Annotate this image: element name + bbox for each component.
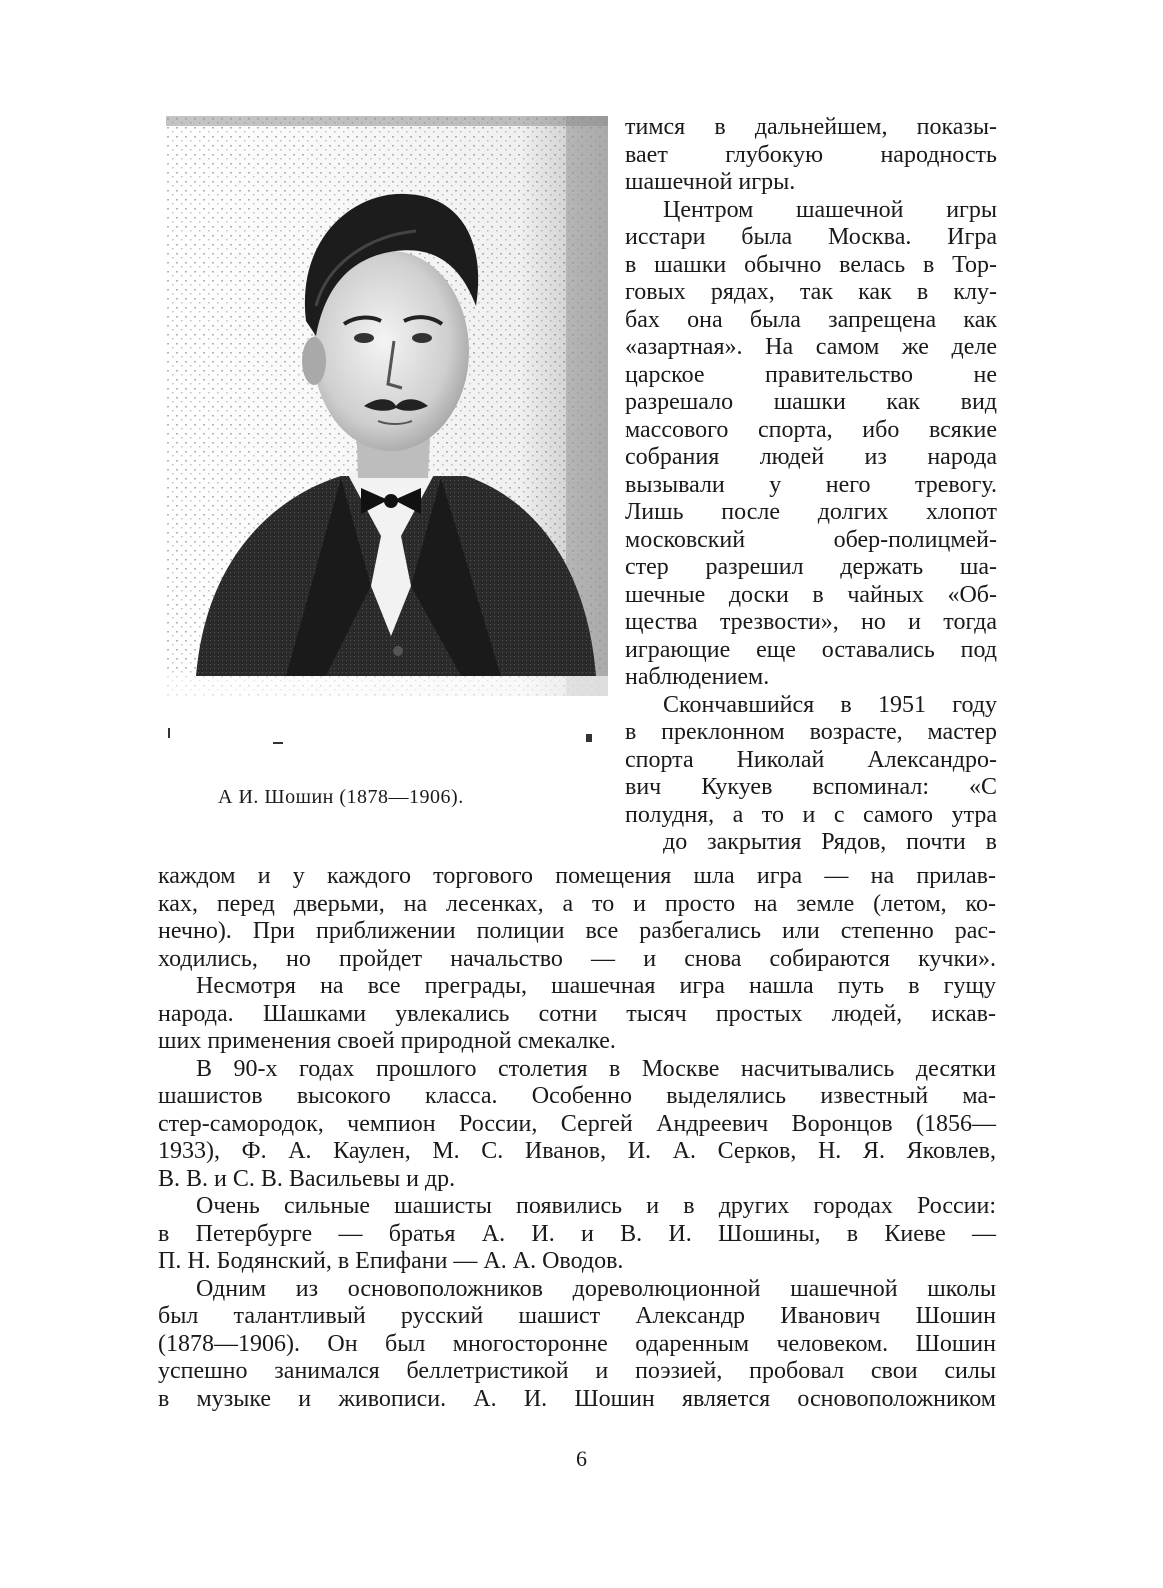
text-line: вич Кукуев вспоминал: «С bbox=[625, 774, 997, 800]
text-line: 1933), Ф. А. Каулен, М. С. Иванов, И. А. Серков, Н. Я. Яковлев, bbox=[158, 1138, 996, 1164]
text-line: московский обер-полицмей- bbox=[625, 526, 997, 553]
text-line: массового спорта, ибо всякие bbox=[625, 416, 997, 443]
text-line: в шашки обычно велась в Тор- bbox=[625, 251, 997, 278]
text-line: ходились, но пройдет начальство — и снова собираются кучки». bbox=[158, 945, 996, 972]
text-line: разрешало шашки как вид bbox=[625, 389, 997, 415]
text-line: «азартная». На самом же деле bbox=[625, 334, 997, 360]
text-line: в Петербурге — братья А. И. и В. И. Шошины, в Киеве — bbox=[158, 1220, 996, 1247]
text-line: Скончавшийся в 1951 году bbox=[663, 691, 997, 718]
text-line: шечные доски в чайных «Об- bbox=[625, 581, 997, 608]
column-text bbox=[625, 114, 997, 857]
text-line: до закрытия Рядов, почти в bbox=[663, 829, 997, 855]
text-line: ших применения своей природной смекалке. bbox=[158, 1028, 616, 1054]
text-line: Одним из основоположников дореволюционной шашечной школы bbox=[196, 1275, 996, 1302]
text-line: ках, перед дверьми, на лесенках, а то и просто на земле (летом, ко- bbox=[158, 890, 996, 917]
text-line: тимся в дальнейшем, показы- bbox=[625, 114, 997, 140]
text-line: в музыке и живописи. А. И. Шошин является основоположником bbox=[158, 1385, 996, 1412]
text-line: Лишь после долгих хлопот bbox=[625, 499, 997, 525]
text-line: стер-самородок, чемпион России, Сергей Андреевич Воронцов (1856— bbox=[158, 1110, 996, 1137]
text-line: был талантливый русский шашист Александр Иванович Шошин bbox=[158, 1303, 996, 1329]
text-line: щества трезвости», но и тогда bbox=[625, 609, 997, 635]
text-line: Очень сильные шашисты появились и в других городах России: bbox=[196, 1193, 996, 1219]
text-line: успешно занимался беллетристикой и поэзией, пробовал свои силы bbox=[158, 1358, 996, 1384]
text-line: шашистов высокого класса. Особенно выделялись известный ма- bbox=[158, 1083, 996, 1109]
text-line: В. В. и С. В. Васильевы и др. bbox=[158, 1165, 456, 1192]
text-line: каждом и у каждого торгового помещения шла игра — на прилав- bbox=[158, 863, 996, 889]
text-line: спорта Николай Александро- bbox=[625, 746, 997, 773]
text-line: Центром шашечной игры bbox=[663, 196, 997, 223]
text-line: Несмотря на все преграды, шашечная игра нашла путь в гущу bbox=[196, 973, 996, 999]
text-line: в преклонном возрасте, мастер bbox=[625, 719, 997, 745]
text-line: П. Н. Бодянский, в Епифани — А. А. Оводов. bbox=[158, 1248, 624, 1274]
text-line: царское правительство не bbox=[625, 361, 997, 388]
text-line: вызывали у него тревогу. bbox=[625, 471, 997, 498]
page-number: 6 bbox=[576, 1446, 587, 1471]
text-line: собрания людей из народа bbox=[625, 444, 997, 470]
body-text bbox=[158, 863, 996, 1413]
text-line: народа. Шашками увлекались сотни тысяч простых людей, искав- bbox=[158, 1000, 996, 1027]
text-line: нечно). При приближении полиции все разбегались или степенно рас- bbox=[158, 918, 996, 944]
text-line: вает глубокую народность bbox=[625, 141, 997, 168]
text-line: играющие еще оставались под bbox=[625, 636, 997, 663]
text-line: говых рядах, так как в клу- bbox=[625, 279, 997, 305]
text-line: (1878—1906). Он был многосторонне одаренным человеком. Шошин bbox=[158, 1330, 996, 1357]
text-line: наблюдением. bbox=[625, 664, 770, 690]
portrait-figure bbox=[166, 116, 608, 746]
text-line: полудня, а то и с самого утра bbox=[625, 801, 997, 828]
text-line: исстари была Москва. Игра bbox=[625, 224, 997, 250]
text-line: бах она была запрещена как bbox=[625, 306, 997, 333]
text-line: шашечной игры. bbox=[625, 169, 796, 195]
text-line: стер разрешил держать ша- bbox=[625, 554, 997, 580]
portrait-image bbox=[166, 116, 608, 746]
text-line: В 90-х годах прошлого столетия в Москве насчитывались десятки bbox=[196, 1055, 996, 1082]
figure-caption: А И. Шошин (1878—1906). bbox=[218, 786, 464, 808]
